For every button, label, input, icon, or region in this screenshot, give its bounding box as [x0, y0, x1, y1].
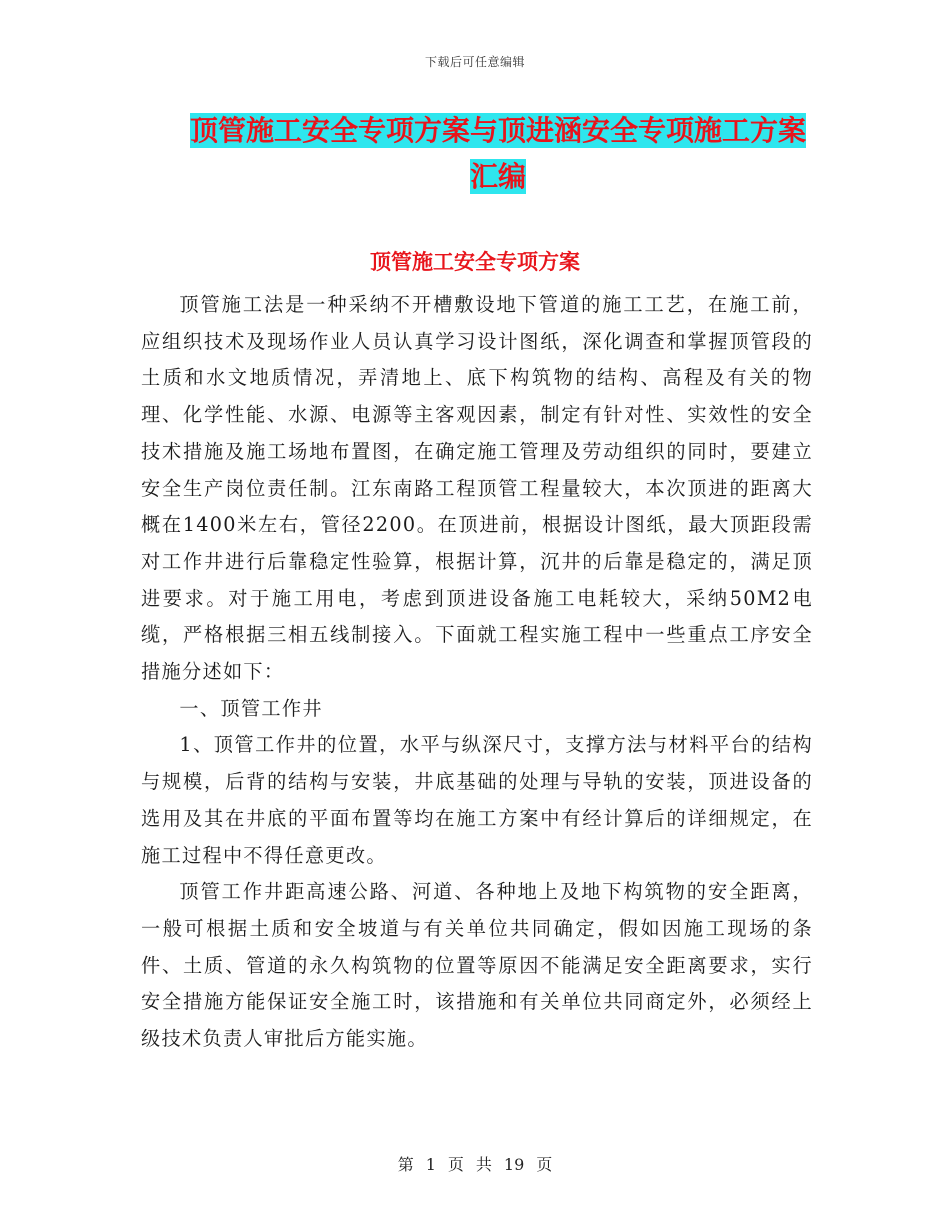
footer-page-prefix: 第: [397, 1155, 414, 1174]
footer-total-prefix: 共: [475, 1155, 492, 1174]
paragraph: 顶管工作井距高速公路、河道、各种地上及地下构筑物的安全距离，一般可根据土质和安全坡道与有关单位共同确定，假如因施工现场的条件、土质、管道的永久构筑物的位置等原因不能满足安全距离要求，实行安全措施方能保证安全施工时，该措施和有关单位共同商定外，必须经上级技术负责人审批后方能实施。: [141, 880, 813, 1051]
paragraph: 一、顶管工作井: [179, 696, 323, 720]
document-title-text: 顶管施工安全专项方案与顶进涵安全专项施工方案汇编: [189, 114, 806, 193]
footer-page-number: 1: [425, 1155, 436, 1174]
paragraph: 1、顶管工作井的位置，水平与纵深尺寸，支撑方法与材料平台的结构与规模，后背的结构与安装，井底基础的处理与导轨的安装，顶进设备的选用及其在井底的平面布置等均在施工方案中有经计算后的详细规定，在施工过程中不得任意更改。: [141, 733, 813, 867]
page-footer: [0, 1152, 950, 1175]
section-title: 顶管施工安全专项方案: [370, 250, 580, 274]
document-title: [188, 108, 808, 200]
document-body: [141, 287, 813, 1058]
page-header-note: 下载后可任意编辑: [424, 55, 525, 69]
footer-page-suffix: 页: [536, 1155, 553, 1174]
paragraph: 顶管施工法是一种采纳不开槽敷设地下管道的施工工艺，在施工前，应组织技术及现场作业人员认真学习设计图纸，深化调查和掌握顶管段的土质和水文地质情况，弄清地上、底下构筑物的结构、高程及有关的物理、化学性能、水源、电源等主客观因素，制定有针对性、实效性的安全技术措施及施工场地布置图，在确定施工管理及劳动组织的同时，要建立安全生产岗位责任制。江东南路工程顶管工程量较大，本次顶进的距离大概在1400米左右，管径2200。在顶进前，根据设计图纸，最大顶距段需对工作井进行后靠稳定性验算，根据计算，沉井的后靠是稳定的，满足顶进要求。对于施工用电，考虑到顶进设备施工电耗较大，采纳50M2电缆，严格根据三相五线制接入。下面就工程实施工程中一些重点工序安全措施分述如下：: [141, 293, 813, 684]
footer-total-pages: 19: [503, 1155, 525, 1174]
footer-page-mid: 页: [447, 1155, 464, 1174]
